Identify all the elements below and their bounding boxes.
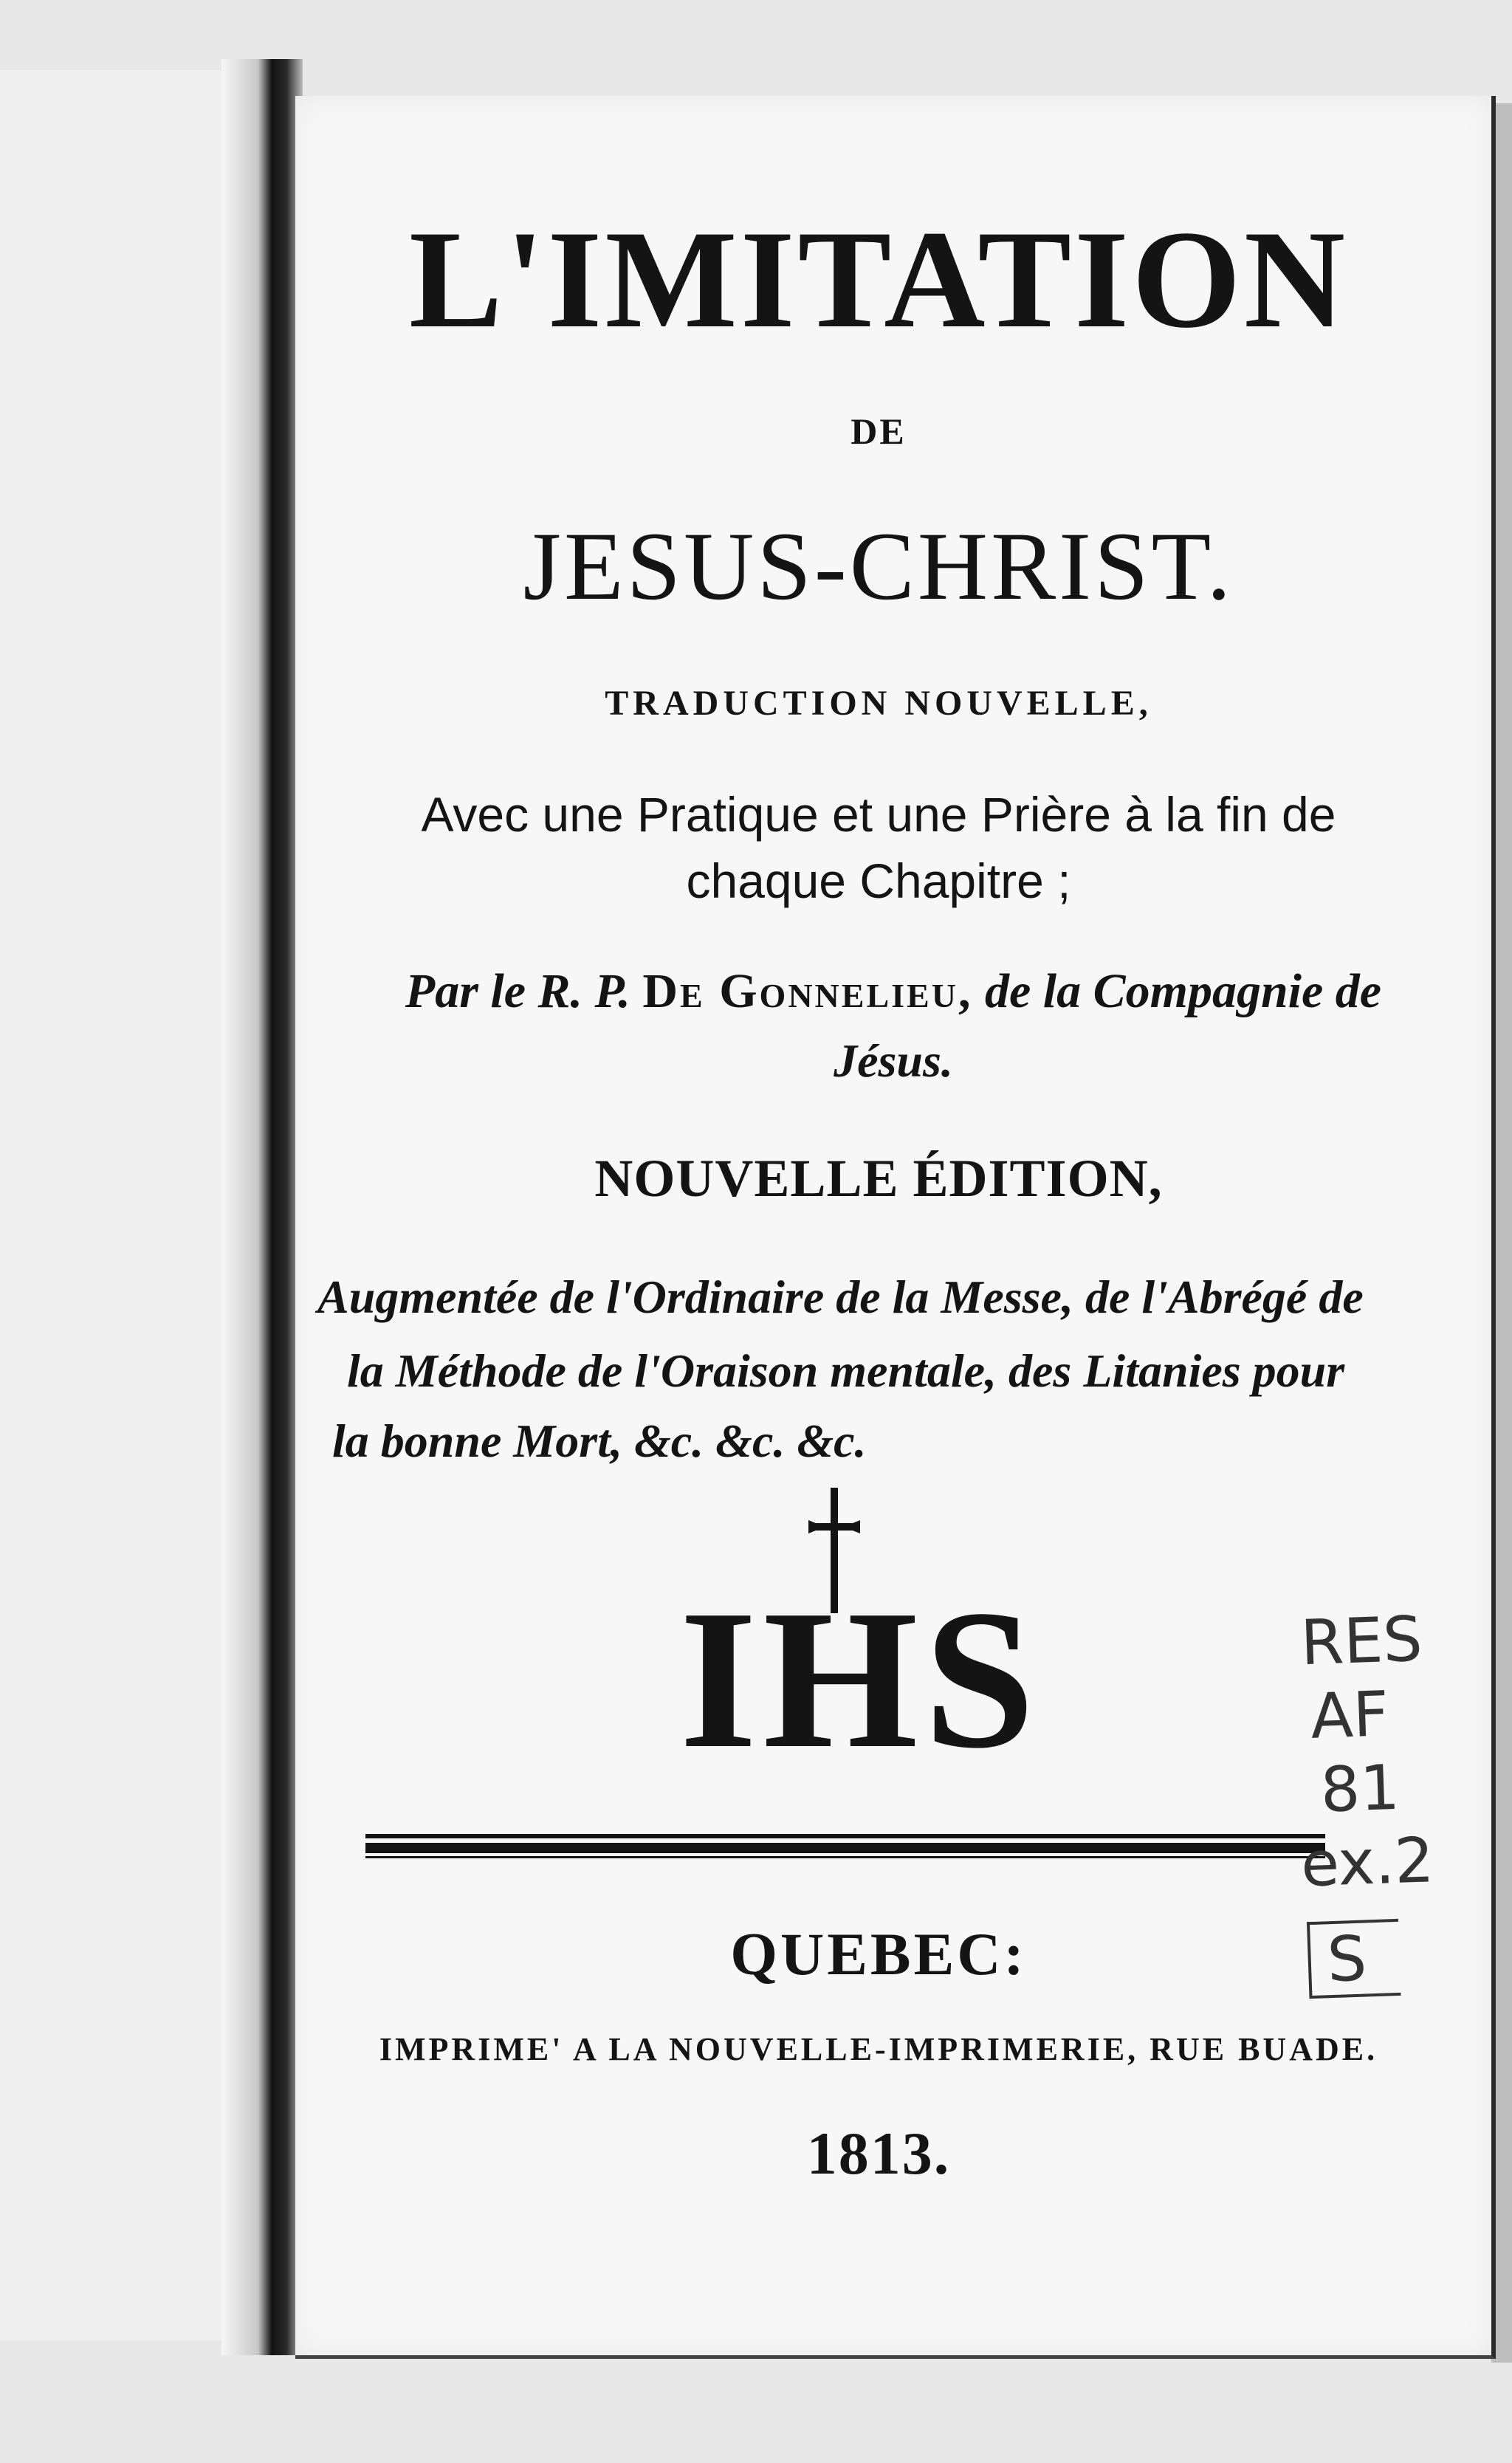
shelfmark-box: S [1307,1919,1401,1999]
decorative-rule [365,1831,1325,1861]
imprint-printer: IMPRIME' A LA NOUVELLE-IMPRIMERIE, RUE BUADE. [379,2031,1378,2067]
imprint-place: QUEBEC: [730,1920,1027,1988]
augmentation-line-1: Augmentée de l'Ordinaire de la Messe, de l'Abrégé de [317,1271,1364,1323]
book-spine [221,59,303,2355]
author-line-1 [295,963,1491,1020]
handwritten-shelfmark [1292,1602,1454,2026]
title-connector: DE [850,410,907,452]
shelfmark-line-2: AF [1309,1677,1390,1753]
author-affiliation: de la Compagnie de [984,964,1382,1018]
author-name: De Gonnelieu, [642,964,973,1018]
book-subject: JESUS-CHRIST. [523,512,1234,620]
translation-note: TRADUCTION NOUVELLE, [605,684,1152,723]
left-leaf [0,70,251,2340]
ihs-monogram: IHS [679,1569,1041,1790]
shelfmark-line-1: RES [1299,1602,1424,1680]
description-line-1: Avec une Pratique et une Prière à la fin de [421,787,1336,842]
shelfmark-line-4: ex.2 [1299,1824,1435,1901]
augmentation-line-2: la Méthode de l'Oraison mentale, des Litanies pour [347,1344,1345,1397]
edition-statement: NOUVELLE ÉDITION, [594,1149,1163,1208]
book-title: L'IMITATION [408,202,1349,357]
shelfmark-line-3: 81 [1319,1751,1401,1827]
author-line-2: Jésus. [834,1034,953,1087]
imprint-year: 1813. [806,2120,951,2187]
author-prefix: Par le R. P. [405,964,630,1018]
augmentation-line-3: la bonne Mort, &c. &c. &c. [332,1415,867,1467]
description-line-2: chaque Chapitre ; [686,853,1071,908]
